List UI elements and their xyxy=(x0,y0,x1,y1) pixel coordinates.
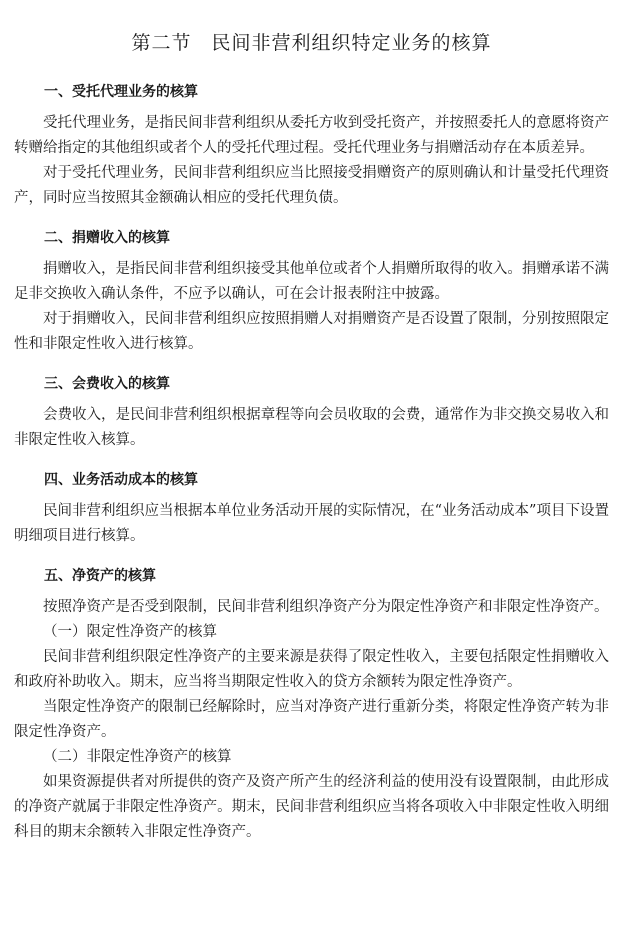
paragraph: 会费收入，是民间非营利组织根据章程等向会员收取的会费，通常作为非交换交易收入和非限定性收入核算。 xyxy=(14,407,609,448)
page-title: 第二节 民间非营利组织特定业务的核算 xyxy=(131,32,492,54)
paragraph: 民间非营利组织应当根据本单位业务活动开展的实际情况，在“业务活动成本”项目下设置明细项目进行核算。 xyxy=(14,503,609,544)
paragraph: 按照净资产是否受到限制，民间非营利组织净资产分为限定性净资产和非限定性净资产。 xyxy=(43,599,609,615)
section-heading-net-assets: 五、净资产的核算 xyxy=(44,568,156,584)
section-heading-membership-fees: 三、会费收入的核算 xyxy=(44,376,170,392)
subsection-heading-restricted-net-assets: （一）限定性净资产的核算 xyxy=(43,624,217,640)
paragraph: 当限定性净资产的限制已经解除时，应当对净资产进行重新分类，将限定性净资产转为非限定性净资产。 xyxy=(14,699,609,740)
paragraph: 如果资源提供者对所提供的资产及资产所产生的经济利益的使用没有设置限制，由此形成的净资产就属于非限定性净资产。期末，民间非营利组织应当将各项收入中非限定性收入明细科目的期末余额转入非限定性净资产。 xyxy=(14,774,609,840)
paragraph: 对于受托代理业务，民间非营利组织应当比照接受捐赠资产的原则确认和计量受托代理资产，同时应当按照其金额确认相应的受托代理负债。 xyxy=(14,165,609,206)
paragraph: 民间非营利组织限定性净资产的主要来源是获得了限定性收入，主要包括限定性捐赠收入和政府补助收入。期末，应当将当期限定性收入的贷方余额转为限定性净资产。 xyxy=(14,649,609,690)
subsection-heading-unrestricted-net-assets: （二）非限定性净资产的核算 xyxy=(43,749,232,765)
paragraph: 受托代理业务，是指民间非营利组织从委托方收到受托资产，并按照委托人的意愿将资产转赠给指定的其他组织或者个人的受托代理过程。受托代理业务与捐赠活动存在本质差异。 xyxy=(14,115,609,156)
section-heading-donation-income: 二、捐赠收入的核算 xyxy=(44,230,170,246)
section-heading-business-activity-cost: 四、业务活动成本的核算 xyxy=(44,472,198,488)
section-heading-entrusted-agency: 一、受托代理业务的核算 xyxy=(44,84,198,100)
paragraph: 对于捐赠收入，民间非营利组织应按照捐赠人对捐赠资产是否设置了限制，分别按照限定性和非限定性收入进行核算。 xyxy=(14,311,609,352)
paragraph: 捐赠收入，是指民间非营利组织接受其他单位或者个人捐赠所取得的收入。捐赠承诺不满足非交换收入确认条件，不应予以确认，可在会计报表附注中披露。 xyxy=(14,261,609,302)
